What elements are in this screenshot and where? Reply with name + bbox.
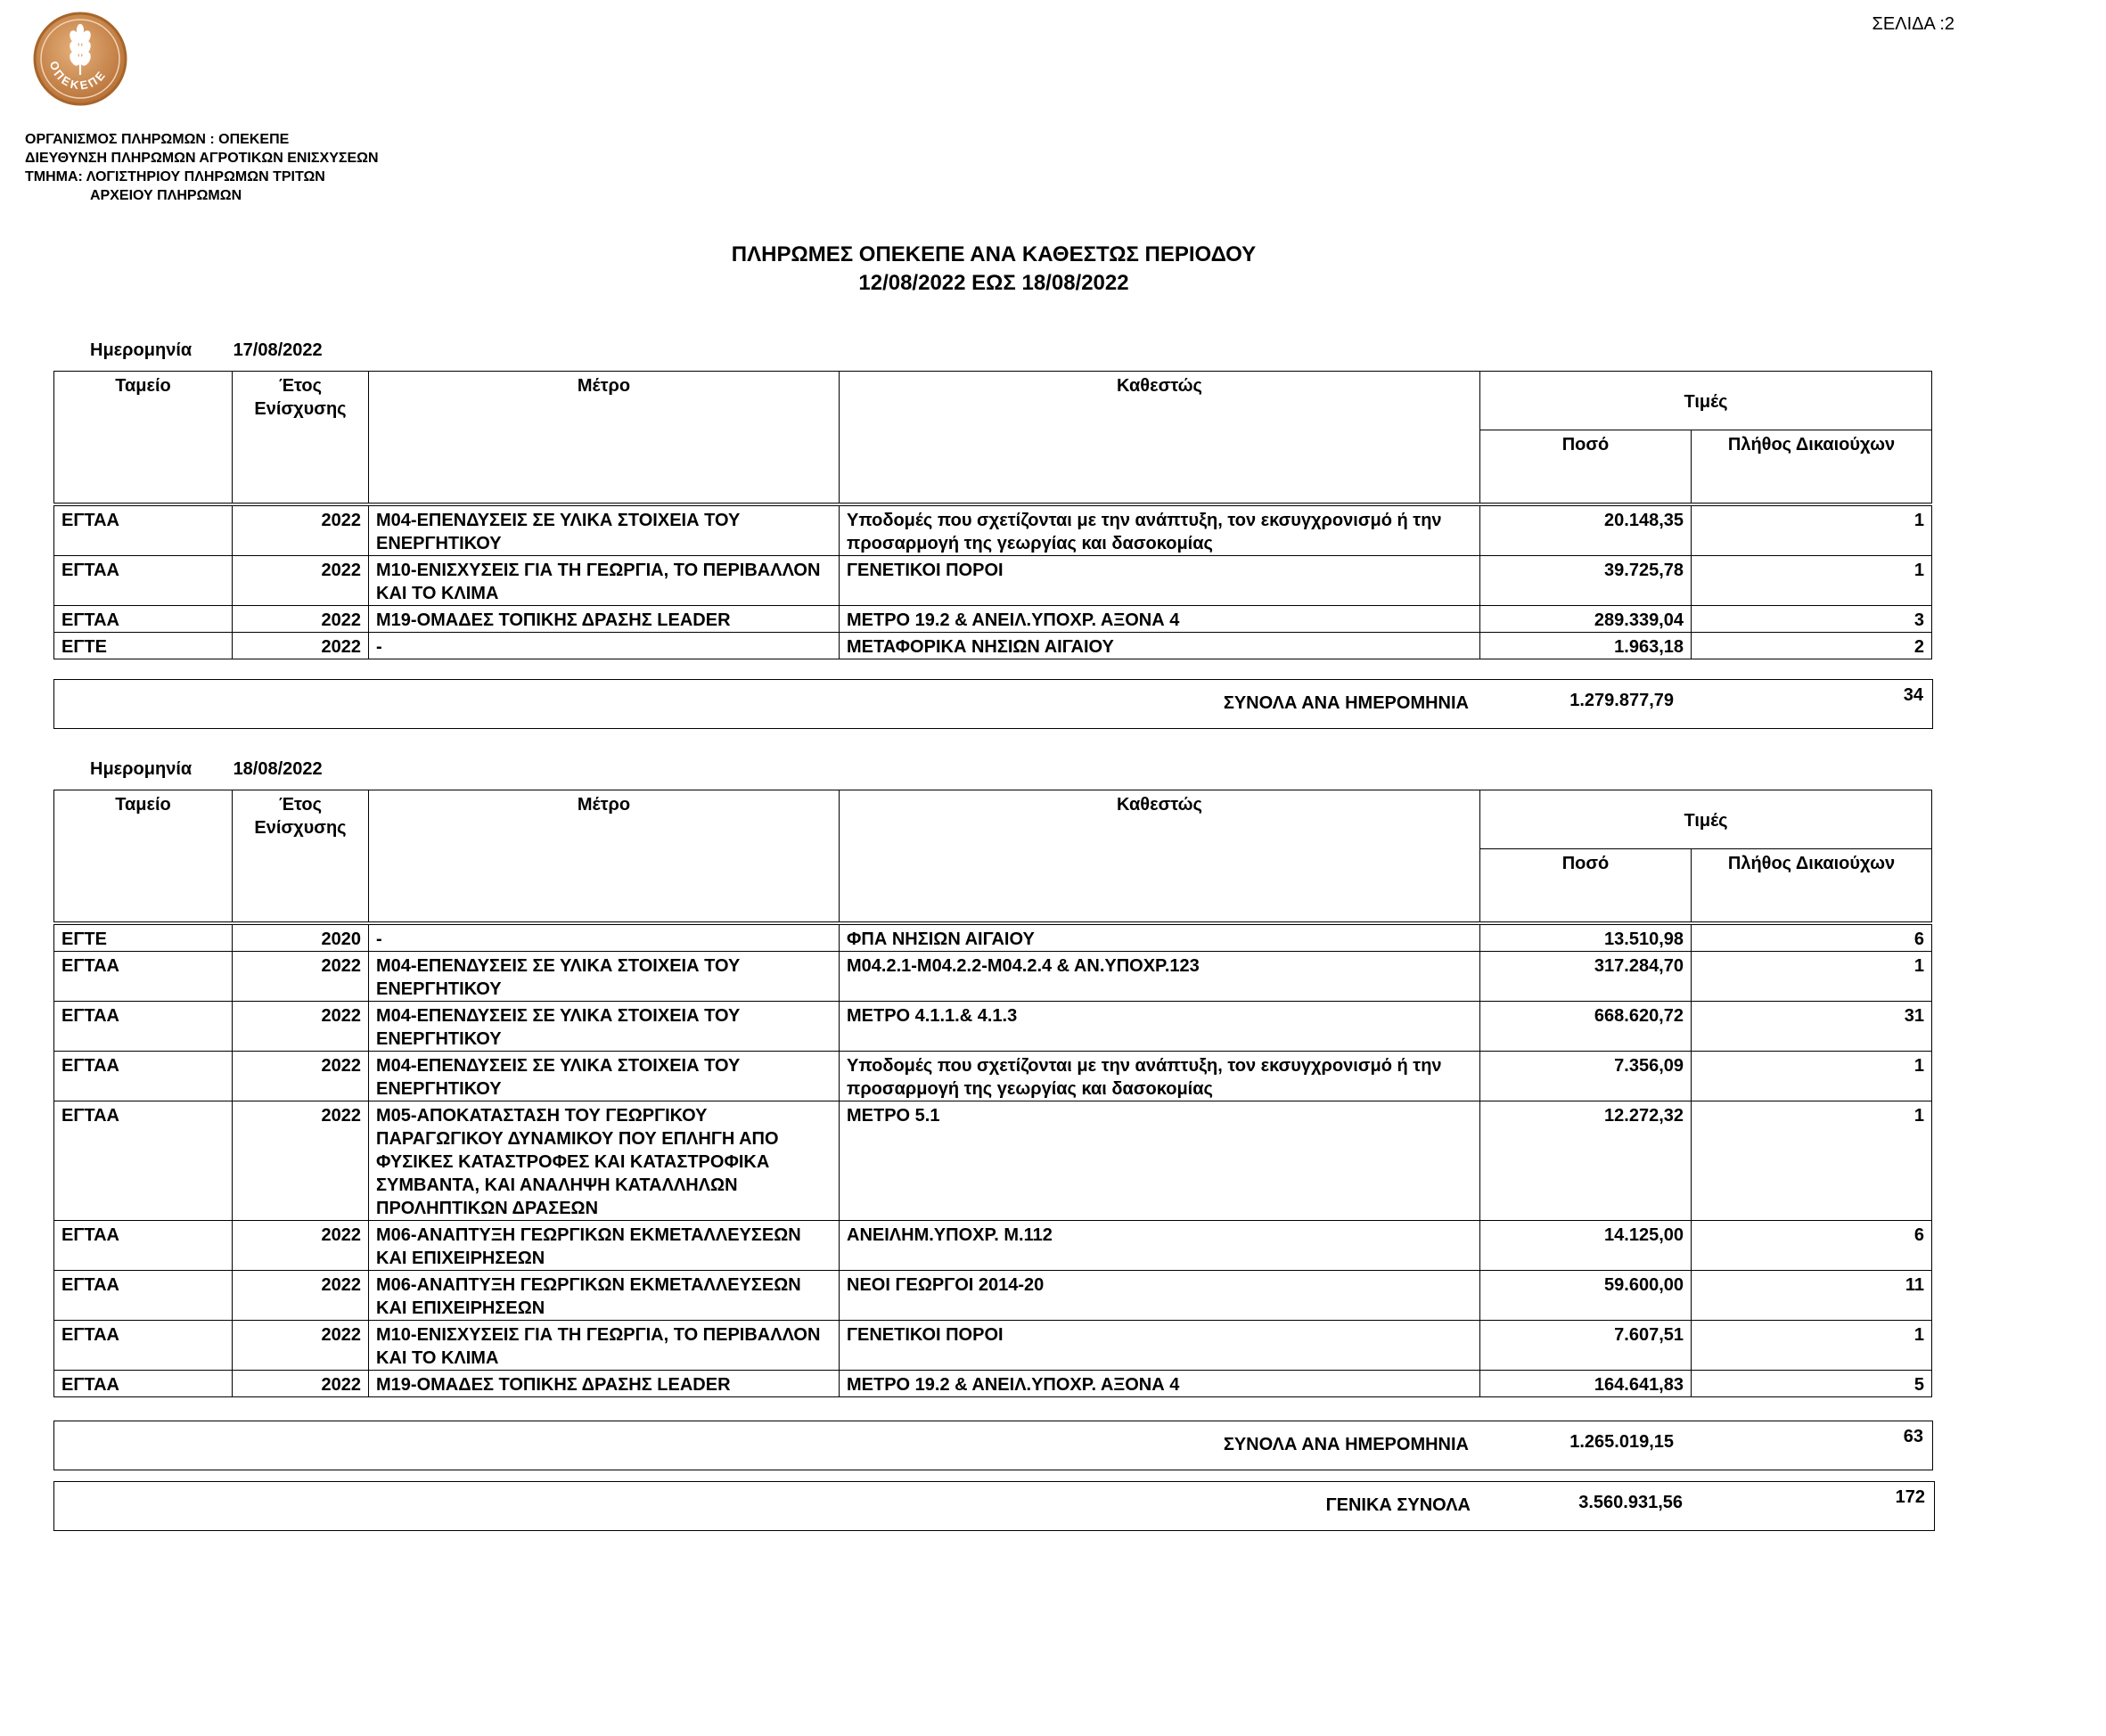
col-header-amount: Ποσό: [1480, 430, 1692, 504]
amount-cell: 289.339,04: [1480, 606, 1692, 633]
table-row: [54, 1321, 1932, 1371]
totals-count: 34: [1903, 685, 1923, 705]
table-row: [54, 1371, 1932, 1397]
year-cell: 2022: [233, 1321, 369, 1371]
fund-cell: ΕΓΤΑΑ: [54, 506, 233, 556]
measure-cell: Μ04-ΕΠΕΝΔΥΣΕΙΣ ΣΕ ΥΛΙΚΑ ΣΤΟΙΧΕΙΑ ΤΟΥ ΕΝΕΡΓΗΤΙΚΟΥ: [369, 952, 840, 1002]
year-cell: 2022: [233, 1371, 369, 1397]
measure-cell: Μ06-ΑΝΑΠΤΥΞΗ ΓΕΩΡΓΙΚΩΝ ΕΚΜΕΤΑΛΛΕΥΣΕΩΝ ΚΑΙ ΕΠΙΧΕΙΡΗΣΕΩΝ: [369, 1221, 840, 1271]
year-cell: 2022: [233, 606, 369, 633]
measure-cell: Μ10-ΕΝΙΣΧΥΣΕΙΣ ΓΙΑ ΤΗ ΓΕΩΡΓΙΑ, ΤΟ ΠΕΡΙΒΑΛΛΟΝ ΚΑΙ ΤΟ ΚΛΙΜΑ: [369, 556, 840, 606]
fund-cell: ΕΓΤΑΑ: [54, 952, 233, 1002]
section-date-row: [90, 340, 323, 361]
count-cell: 1: [1692, 952, 1932, 1002]
table-row: [54, 1052, 1932, 1101]
fund-cell: ΕΓΤΑΑ: [54, 1002, 233, 1052]
grand-totals-label: ΓΕΝΙΚΑ ΣΥΝΟΛΑ: [1325, 1495, 1471, 1515]
payments-table: [53, 371, 1932, 659]
totals-amount: 1.265.019,15: [1569, 1432, 1674, 1452]
table-row: [54, 506, 1932, 556]
fund-cell: ΕΓΤΑΑ: [54, 1101, 233, 1221]
year-cell: 2022: [233, 556, 369, 606]
amount-cell: 59.600,00: [1480, 1271, 1692, 1321]
col-header-beneficiaries: Πλήθος Δικαιούχων: [1692, 430, 1932, 504]
amount-cell: 7.607,51: [1480, 1321, 1692, 1371]
count-cell: 1: [1692, 556, 1932, 606]
measure-cell: Μ05-ΑΠΟΚΑΤΑΣΤΑΣΗ ΤΟΥ ΓΕΩΡΓΙΚΟΥ ΠΑΡΑΓΩΓΙΚΟΥ ΔΥΝΑΜΙΚΟΥ ΠΟΥ ΕΠΛΗΓΗ ΑΠΟ ΦΥΣΙΚΕΣ ΚΑΤΑΣΤΡΟΦΕΣ ΚΑΙ ΚΑΤΑΣΤΡΟΦΙΚΑ ΣΥΜΒΑΝΤΑ, ΚΑΙ ΑΝΑΛΗΨΗ ΚΑΤΑΛΛΗΛΩΝ ΠΡΟΛΗΠΤΙΚΩΝ ΔΡΑΣΕΩΝ: [369, 1101, 840, 1221]
section-date: 17/08/2022: [233, 340, 323, 360]
fund-cell: ΕΓΤΑΑ: [54, 1271, 233, 1321]
scheme-cell: ΑΝΕΙΛΗΜ.ΥΠΟΧΡ. Μ.112: [840, 1221, 1480, 1271]
col-header-measure: Μέτρο: [369, 372, 840, 504]
amount-cell: 12.272,32: [1480, 1101, 1692, 1221]
scheme-cell: ΜΕΤΡΟ 5.1: [840, 1101, 1480, 1221]
measure-cell: Μ19-ΟΜΑΔΕΣ ΤΟΠΙΚΗΣ ΔΡΑΣΗΣ LEADER: [369, 606, 840, 633]
measure-cell: Μ10-ΕΝΙΣΧΥΣΕΙΣ ΓΙΑ ΤΗ ΓΕΩΡΓΙΑ, ΤΟ ΠΕΡΙΒΑΛΛΟΝ ΚΑΙ ΤΟ ΚΛΙΜΑ: [369, 1321, 840, 1371]
count-cell: 6: [1692, 1221, 1932, 1271]
amount-cell: 39.725,78: [1480, 556, 1692, 606]
year-cell: 2022: [233, 952, 369, 1002]
org-line: ΟΡΓΑΝΙΣΜΟΣ ΠΛΗΡΩΜΩΝ : ΟΠΕΚΕΠΕ: [25, 132, 290, 147]
scheme-cell: Υποδομές που σχετίζονται με την ανάπτυξη, τον εκσυγχρονισμό ή την προσαρμογή της γεωργίας και δασοκομίας: [840, 506, 1480, 556]
count-cell: 31: [1692, 1002, 1932, 1052]
amount-cell: 1.963,18: [1480, 633, 1692, 659]
table-row: [54, 952, 1932, 1002]
year-cell: 2022: [233, 1052, 369, 1101]
date-label: Ημερομηνία: [90, 340, 193, 360]
report-title: ΠΛΗΡΩΜΕΣ ΟΠΕΚΕΠΕ ΑΝΑ ΚΑΘΕΣΤΩΣ ΠΕΡΙΟΔΟΥ: [731, 242, 1257, 266]
scheme-cell: ΜΕΤΡΟ 19.2 & ΑΝΕΙΛ.ΥΠΟΧΡ. ΑΞΟΝΑ 4: [840, 1371, 1480, 1397]
scheme-cell: ΜΕΤΡΟ 19.2 & ΑΝΕΙΛ.ΥΠΟΧΡ. ΑΞΟΝΑ 4: [840, 606, 1480, 633]
fund-cell: ΕΓΤΑΑ: [54, 1052, 233, 1101]
count-cell: 11: [1692, 1271, 1932, 1321]
measure-cell: Μ04-ΕΠΕΝΔΥΣΕΙΣ ΣΕ ΥΛΙΚΑ ΣΤΟΙΧΕΙΑ ΤΟΥ ΕΝΕΡΓΗΤΙΚΟΥ: [369, 1052, 840, 1101]
table-row: [54, 1221, 1932, 1271]
page-number: ΣΕΛΙΔΑ :2: [1872, 14, 1954, 34]
count-cell: 3: [1692, 606, 1932, 633]
fund-cell: ΕΓΤΕ: [54, 633, 233, 659]
count-cell: 1: [1692, 1321, 1932, 1371]
org-line: ΔΙΕΥΘΥΝΣΗ ΠΛΗΡΩΜΩΝ ΑΓΡΟΤΙΚΩΝ ΕΝΙΣΧΥΣΕΩΝ: [25, 151, 379, 166]
scheme-cell: ΜΕΤΡΟ 4.1.1.& 4.1.3: [840, 1002, 1480, 1052]
measure-cell: Μ06-ΑΝΑΠΤΥΞΗ ΓΕΩΡΓΙΚΩΝ ΕΚΜΕΤΑΛΛΕΥΣΕΩΝ ΚΑΙ ΕΠΙΧΕΙΡΗΣΕΩΝ: [369, 1271, 840, 1321]
count-cell: 1: [1692, 1052, 1932, 1101]
measure-cell: Μ19-ΟΜΑΔΕΣ ΤΟΠΙΚΗΣ ΔΡΑΣΗΣ LEADER: [369, 1371, 840, 1397]
totals-label: ΣΥΝΟΛΑ ΑΝΑ ΗΜΕΡΟΜΗΝΙΑ: [1223, 1435, 1469, 1454]
grand-totals-amount: 3.560.931,56: [1578, 1493, 1683, 1512]
col-header-measure: Μέτρο: [369, 790, 840, 922]
table-row: [54, 606, 1932, 633]
col-header-year: Έτος Ενίσχυσης: [233, 790, 369, 922]
date-totals-row: [53, 679, 1933, 729]
date-label: Ημερομηνία: [90, 759, 193, 779]
amount-cell: 317.284,70: [1480, 952, 1692, 1002]
col-header-fund: Ταμείο: [54, 790, 233, 922]
scheme-cell: ΜΕΤΑΦΟΡΙΚΑ ΝΗΣΙΩΝ ΑΙΓΑΙΟΥ: [840, 633, 1480, 659]
amount-cell: 7.356,09: [1480, 1052, 1692, 1101]
fund-cell: ΕΓΤΑΑ: [54, 1371, 233, 1397]
year-cell: 2022: [233, 1221, 369, 1271]
col-header-scheme: Καθεστώς: [840, 790, 1480, 922]
report-title-block: [0, 241, 1987, 298]
fund-cell: ΕΓΤΕ: [54, 925, 233, 952]
totals-label: ΣΥΝΟΛΑ ΑΝΑ ΗΜΕΡΟΜΗΝΙΑ: [1223, 693, 1469, 713]
measure-cell: -: [369, 633, 840, 659]
scheme-cell: ΓΕΝΕΤΙΚΟΙ ΠΟΡΟΙ: [840, 1321, 1480, 1371]
grand-totals-count: 172: [1895, 1487, 1925, 1507]
count-cell: 1: [1692, 506, 1932, 556]
fund-cell: ΕΓΤΑΑ: [54, 556, 233, 606]
table-row: [54, 925, 1932, 952]
count-cell: 1: [1692, 1101, 1932, 1221]
totals-amount: 1.279.877,79: [1569, 691, 1674, 710]
fund-cell: ΕΓΤΑΑ: [54, 606, 233, 633]
measure-cell: Μ04-ΕΠΕΝΔΥΣΕΙΣ ΣΕ ΥΛΙΚΑ ΣΤΟΙΧΕΙΑ ΤΟΥ ΕΝΕΡΓΗΤΙΚΟΥ: [369, 1002, 840, 1052]
year-cell: 2022: [233, 1002, 369, 1052]
scheme-cell: ΦΠΑ ΝΗΣΙΩΝ ΑΙΓΑΙΟΥ: [840, 925, 1480, 952]
totals-count: 63: [1903, 1427, 1923, 1446]
year-cell: 2022: [233, 506, 369, 556]
col-header-values: Τιμές: [1480, 372, 1932, 430]
col-header-amount: Ποσό: [1480, 849, 1692, 922]
year-cell: 2020: [233, 925, 369, 952]
count-cell: 6: [1692, 925, 1932, 952]
org-line: ΑΡΧΕΙΟΥ ΠΛΗΡΩΜΩΝ: [90, 188, 242, 203]
amount-cell: 20.148,35: [1480, 506, 1692, 556]
table-row: [54, 633, 1932, 659]
year-cell: 2022: [233, 1101, 369, 1221]
table-row: [54, 1002, 1932, 1052]
amount-cell: 13.510,98: [1480, 925, 1692, 952]
col-header-scheme: Καθεστώς: [840, 372, 1480, 504]
scheme-cell: Υποδομές που σχετίζονται με την ανάπτυξη, τον εκσυγχρονισμό ή την προσαρμογή της γεωργίας και δασοκομίας: [840, 1052, 1480, 1101]
organization-header: [25, 130, 379, 205]
scheme-cell: ΝΕΟΙ ΓΕΩΡΓΟΙ 2014-20: [840, 1271, 1480, 1321]
col-header-year: Έτος Ενίσχυσης: [233, 372, 369, 504]
col-header-fund: Ταμείο: [54, 372, 233, 504]
logo-text: ΟΠΕΚΕΠΕ: [46, 59, 110, 93]
year-cell: 2022: [233, 1271, 369, 1321]
amount-cell: 14.125,00: [1480, 1221, 1692, 1271]
fund-cell: ΕΓΤΑΑ: [54, 1221, 233, 1271]
scheme-cell: ΓΕΝΕΤΙΚΟΙ ΠΟΡΟΙ: [840, 556, 1480, 606]
date-totals-row: [53, 1421, 1933, 1470]
col-header-values: Τιμές: [1480, 790, 1932, 849]
count-cell: 2: [1692, 633, 1932, 659]
measure-cell: Μ04-ΕΠΕΝΔΥΣΕΙΣ ΣΕ ΥΛΙΚΑ ΣΤΟΙΧΕΙΑ ΤΟΥ ΕΝΕΡΓΗΤΙΚΟΥ: [369, 506, 840, 556]
grand-totals-row: [53, 1481, 1935, 1531]
payments-table: [53, 790, 1932, 1397]
count-cell: 5: [1692, 1371, 1932, 1397]
table-row: [54, 556, 1932, 606]
opekepe-logo: [32, 9, 128, 109]
amount-cell: 668.620,72: [1480, 1002, 1692, 1052]
scheme-cell: Μ04.2.1-Μ04.2.2-Μ04.2.4 & ΑΝ.ΥΠΟΧΡ.123: [840, 952, 1480, 1002]
col-header-beneficiaries: Πλήθος Δικαιούχων: [1692, 849, 1932, 922]
amount-cell: 164.641,83: [1480, 1371, 1692, 1397]
section-date: 18/08/2022: [233, 759, 323, 779]
table-row: [54, 1101, 1932, 1221]
year-cell: 2022: [233, 633, 369, 659]
table-row: [54, 1271, 1932, 1321]
section-date-row: [90, 759, 323, 780]
org-line: ΤΜΗΜΑ: ΛΟΓΙΣΤΗΡΙΟΥ ΠΛΗΡΩΜΩΝ ΤΡΙΤΩΝ: [25, 169, 325, 184]
report-period: 12/08/2022 ΕΩΣ 18/08/2022: [858, 271, 1129, 295]
measure-cell: -: [369, 925, 840, 952]
fund-cell: ΕΓΤΑΑ: [54, 1321, 233, 1371]
